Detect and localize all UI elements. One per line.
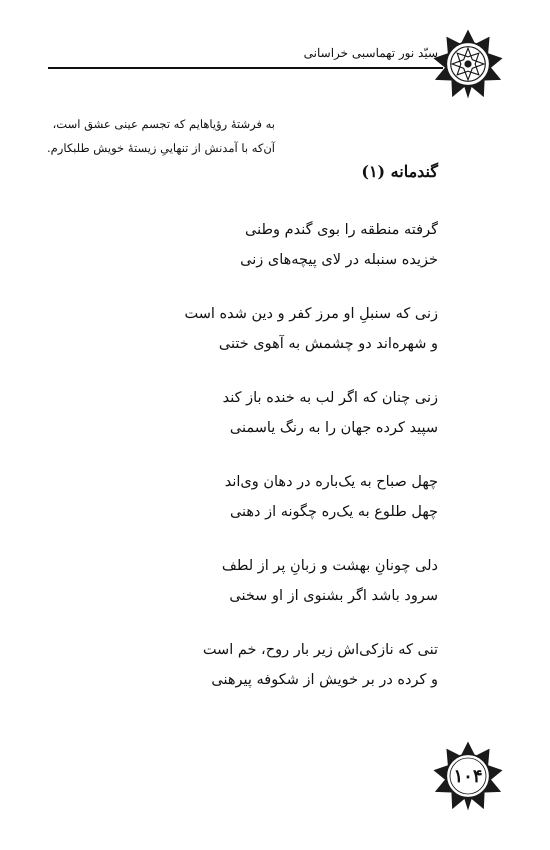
verse-line: تنی که نازکی‌اش زیر بار روح، خم است — [202, 642, 438, 658]
verse-line: سرود باشد اگر بشنوی از او سخنی — [229, 588, 438, 604]
stanza — [98, 551, 438, 611]
verse-line: سپید کرده جهان را به رنگ یاسمنی — [229, 420, 438, 436]
dedication-line: آن‌که با آمدنش از تنهاییِ زیستهٔ خویش طلبکارم. — [46, 141, 275, 155]
running-header-title: سیّد نور تهماسبی خراسانی — [303, 46, 438, 60]
poem-title: گندمانه (۱) — [361, 162, 438, 181]
poem-body — [98, 215, 438, 719]
stanza — [98, 635, 438, 695]
page-number: ۱۰۴ — [453, 765, 483, 787]
dedication-line: به فرشتهٔ رؤیاهایم که تجسم عینی عشق است، — [52, 117, 275, 131]
verse-line: گرفته منطقه را بوی گندم وطنی — [245, 222, 438, 238]
verse-line: زنی که سنبلِ او مرز کفر و دین شده است — [184, 306, 438, 322]
rosette-ornament-icon — [432, 28, 504, 100]
dedication — [45, 112, 275, 160]
verse-line: چهل صباح به یک‌باره در دهان وی‌اند — [224, 474, 438, 490]
header-rule — [48, 67, 443, 69]
verse-line: خزیده سنبله در لای پیچه‌های زنی — [240, 252, 438, 268]
verse-line: دلی چونانِ بهشت و زبانِ پر از لطف — [221, 558, 438, 574]
verse-line: و شهره‌اند دو چشمش به آهوی ختنی — [218, 336, 438, 352]
verse-line: چهل طلوع به یک‌ره چگونه از دهنی — [229, 504, 438, 520]
stanza — [98, 215, 438, 275]
stanza — [98, 467, 438, 527]
stanza — [98, 299, 438, 359]
verse-line: زنی چنان که اگر لب به خنده باز کند — [222, 390, 438, 406]
stanza — [98, 383, 438, 443]
verse-line: و کرده در بر خویش از شکوفه پیرهنی — [211, 672, 438, 688]
